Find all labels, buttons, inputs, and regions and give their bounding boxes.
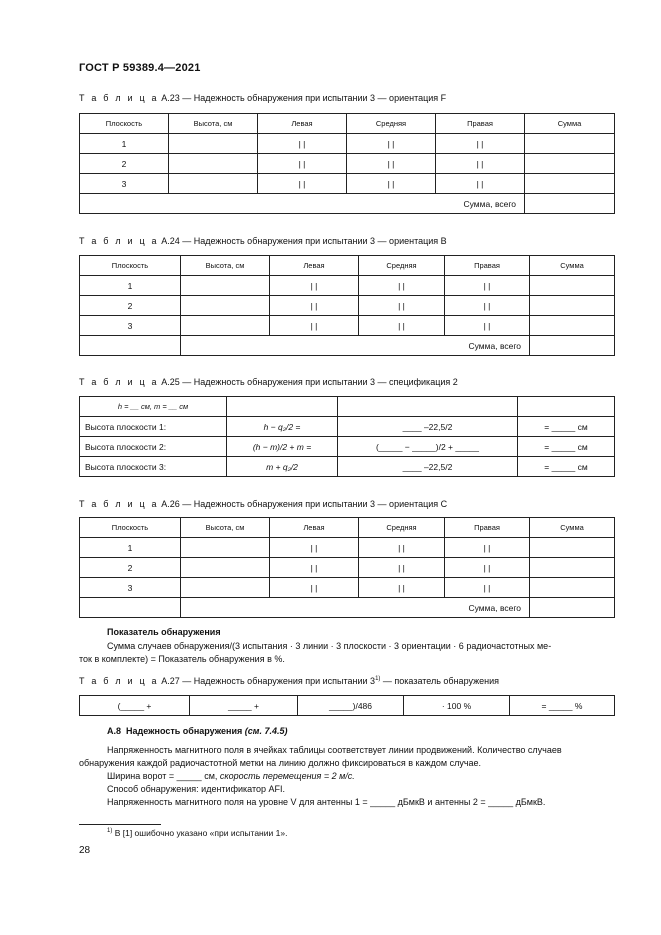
total-label: Сумма, всего [80, 194, 525, 214]
table-header-row [80, 518, 615, 538]
section-ref: (см. 7.4.5) [244, 726, 288, 736]
table-cell: | | [445, 296, 530, 316]
caption-text: А.25 — Надежность обнаружения при испытании 3 — спецификация 2 [158, 377, 458, 387]
table-cell [169, 134, 258, 154]
table-cell: _____ + [190, 696, 298, 716]
header-cell: Высота, см [181, 518, 270, 538]
table-cell: | | [359, 578, 445, 598]
table-cell: Высота плоскости 3: [80, 457, 227, 477]
caption-prefix: Т а б л и ц а [79, 676, 159, 686]
table-cell: _____)/486 [298, 696, 404, 716]
header-cell: Сумма [530, 518, 615, 538]
table-cell [181, 558, 270, 578]
header-cell: Высота, см [169, 114, 258, 134]
table-a23-caption [79, 93, 446, 103]
footnote-mark: 1) [107, 828, 113, 835]
table-row [80, 417, 615, 437]
table-cell: | | [359, 316, 445, 336]
header-cell: Левая [258, 114, 347, 134]
table-cell: 1 [80, 276, 181, 296]
table-a27 [79, 695, 615, 716]
table-header-row [80, 256, 615, 276]
section-number: А.8 [107, 726, 122, 736]
table-cell: | | [347, 174, 436, 194]
table-total-row [80, 336, 615, 356]
document-header: ГОСТ Р 59389.4—2021 [79, 62, 201, 74]
table-cell [530, 538, 615, 558]
table-cell: ____ –22,5/2 [338, 457, 518, 477]
caption-prefix: Т а б л и ц а [79, 236, 159, 246]
indicator-line2: ток в комплекте) = Показатель обнаружения в %. [79, 654, 285, 664]
table-cell [525, 174, 615, 194]
footnote-ref: 1) [375, 676, 381, 682]
table-cell: | | [270, 276, 359, 296]
footnote-divider [79, 824, 161, 825]
caption-prefix: Т а б л и ц а [79, 499, 159, 509]
caption-text: А.27 — Надежность обнаружения при испытании 3 [158, 676, 376, 686]
header-cell: Сумма [525, 114, 615, 134]
section-a8-p1: Напряженность магнитного поля в ячейках таблицы соответствует линии продвижений. Количество случаев [107, 745, 562, 755]
table-row [80, 276, 615, 296]
caption-prefix: Т а б л и ц а [79, 93, 159, 103]
table-cell [525, 154, 615, 174]
table-cell: 3 [80, 578, 181, 598]
table-cell [169, 154, 258, 174]
table-row [80, 154, 615, 174]
caption-text: А.23 — Надежность обнаружения при испытании 3 — ориентация F [158, 93, 447, 103]
header-cell [338, 397, 518, 417]
section-a8-p3 [107, 771, 355, 781]
header-cell: h = __ см, m = __ см [80, 397, 227, 417]
header-cell: Левая [270, 256, 359, 276]
table-cell [181, 296, 270, 316]
caption-end: — показатель обнаружения [380, 676, 499, 686]
section-a8-p4: Способ обнаружения: идентификатор AFI. [107, 784, 285, 794]
header-cell: Плоскость [80, 114, 169, 134]
table-a25-caption [79, 377, 458, 387]
table-cell: = _____ % [510, 696, 615, 716]
table-cell: = _____ см [518, 457, 615, 477]
footnote-text: В [1] ошибочно указано «при испытании 1». [112, 828, 288, 838]
table-cell: | | [445, 538, 530, 558]
table-cell: 2 [80, 296, 181, 316]
table-cell: | | [359, 296, 445, 316]
total-cell [525, 194, 615, 214]
table-row [80, 696, 615, 716]
table-row [80, 538, 615, 558]
indicator-line1: Сумма случаев обнаружения/(3 испытания · 3 линии · 3 плоскости · 3 ориентации · 6 радиочастотных ме- [107, 641, 552, 651]
header-cell: Высота, см [181, 256, 270, 276]
table-a24 [79, 255, 615, 356]
table-cell: 2 [80, 558, 181, 578]
caption-prefix: Т а б л и ц а [79, 377, 159, 387]
table-cell: ____ –22,5/2 [338, 417, 518, 437]
caption-text: А.24 — Надежность обнаружения при испытании 3 — ориентация В [158, 236, 447, 246]
table-cell: = _____ см [518, 417, 615, 437]
table-a24-caption [79, 236, 447, 246]
table-a26 [79, 517, 615, 618]
total-cell [530, 336, 615, 356]
table-cell [80, 336, 181, 356]
table-a27-caption [79, 676, 499, 686]
header-cell: Средняя [347, 114, 436, 134]
table-header-row [80, 114, 615, 134]
total-cell [530, 598, 615, 618]
total-label: Сумма, всего [181, 336, 530, 356]
table-cell: Высота плоскости 1: [80, 417, 227, 437]
table-cell: (_____ − _____)/2 + _____ [338, 437, 518, 457]
table-cell [530, 296, 615, 316]
table-cell: | | [359, 276, 445, 296]
table-a23 [79, 113, 615, 214]
header-cell [518, 397, 615, 417]
table-cell [530, 578, 615, 598]
section-a8-p2: обнаружения каждой радиочастотной метки на линию должно фиксироваться в каждом случае. [79, 758, 482, 768]
table-row [80, 296, 615, 316]
table-cell: | | [445, 578, 530, 598]
table-cell: | | [347, 154, 436, 174]
table-cell: | | [270, 558, 359, 578]
header-cell: Сумма [530, 256, 615, 276]
movement-speed: скорость перемещения = 2 м/с. [219, 771, 355, 781]
table-row [80, 134, 615, 154]
table-cell [80, 598, 181, 618]
table-cell: 1 [80, 134, 169, 154]
table-cell [181, 276, 270, 296]
table-row [80, 174, 615, 194]
table-cell: | | [445, 276, 530, 296]
section-title: Надежность обнаружения [126, 726, 243, 736]
header-cell [227, 397, 338, 417]
table-a26-caption [79, 499, 447, 509]
table-cell: h − q₂/2 = [227, 417, 338, 437]
header-cell: Плоскость [80, 256, 181, 276]
table-cell [530, 558, 615, 578]
table-cell: | | [436, 174, 525, 194]
table-cell: | | [270, 316, 359, 336]
gate-width: Ширина ворот = _____ см, [107, 771, 220, 781]
table-cell [530, 276, 615, 296]
table-cell: | | [359, 558, 445, 578]
table-row [80, 578, 615, 598]
table-row [80, 437, 615, 457]
table-row [80, 558, 615, 578]
header-cell: Левая [270, 518, 359, 538]
table-cell [525, 134, 615, 154]
header-cell: Средняя [359, 518, 445, 538]
header-cell: Правая [436, 114, 525, 134]
table-cell: | | [258, 154, 347, 174]
table-cell: | | [436, 154, 525, 174]
table-total-row [80, 598, 615, 618]
table-cell: | | [258, 134, 347, 154]
indicator-title: Показатель обнаружения [107, 627, 221, 637]
table-cell: Высота плоскости 2: [80, 437, 227, 457]
table-cell: | | [445, 558, 530, 578]
table-cell [530, 316, 615, 336]
table-row [80, 457, 615, 477]
header-cell: Плоскость [80, 518, 181, 538]
page-number: 28 [79, 845, 91, 856]
table-cell [181, 538, 270, 558]
total-label: Сумма, всего [181, 598, 530, 618]
table-cell: 3 [80, 174, 169, 194]
table-header-row [80, 397, 615, 417]
table-cell: | | [270, 578, 359, 598]
table-cell: | | [270, 296, 359, 316]
table-cell: | | [445, 316, 530, 336]
table-cell: · 100 % [404, 696, 510, 716]
table-cell [181, 316, 270, 336]
caption-text: А.26 — Надежность обнаружения при испытании 3 — ориентация С [158, 499, 448, 509]
table-cell: (h − m)/2 + m = [227, 437, 338, 457]
table-cell: (_____ + [80, 696, 190, 716]
table-cell: m + q₂/2 [227, 457, 338, 477]
section-a8-p5: Напряженность магнитного поля на уровне V для антенны 1 = _____ дБмкВ и антенны 2 = _____ дБмкВ. [107, 797, 546, 807]
header-cell: Правая [445, 518, 530, 538]
table-cell: | | [347, 134, 436, 154]
header-cell: Правая [445, 256, 530, 276]
table-cell: | | [359, 538, 445, 558]
table-row [80, 316, 615, 336]
table-cell: | | [436, 134, 525, 154]
header-cell: Средняя [359, 256, 445, 276]
table-cell [181, 578, 270, 598]
table-cell [169, 174, 258, 194]
table-cell: 3 [80, 316, 181, 336]
footnote [107, 828, 287, 838]
table-total-row [80, 194, 615, 214]
section-a8-heading [107, 726, 287, 736]
table-cell: = _____ см [518, 437, 615, 457]
table-cell: 2 [80, 154, 169, 174]
table-cell: | | [270, 538, 359, 558]
table-cell: 1 [80, 538, 181, 558]
table-cell: | | [258, 174, 347, 194]
table-a25 [79, 396, 615, 477]
